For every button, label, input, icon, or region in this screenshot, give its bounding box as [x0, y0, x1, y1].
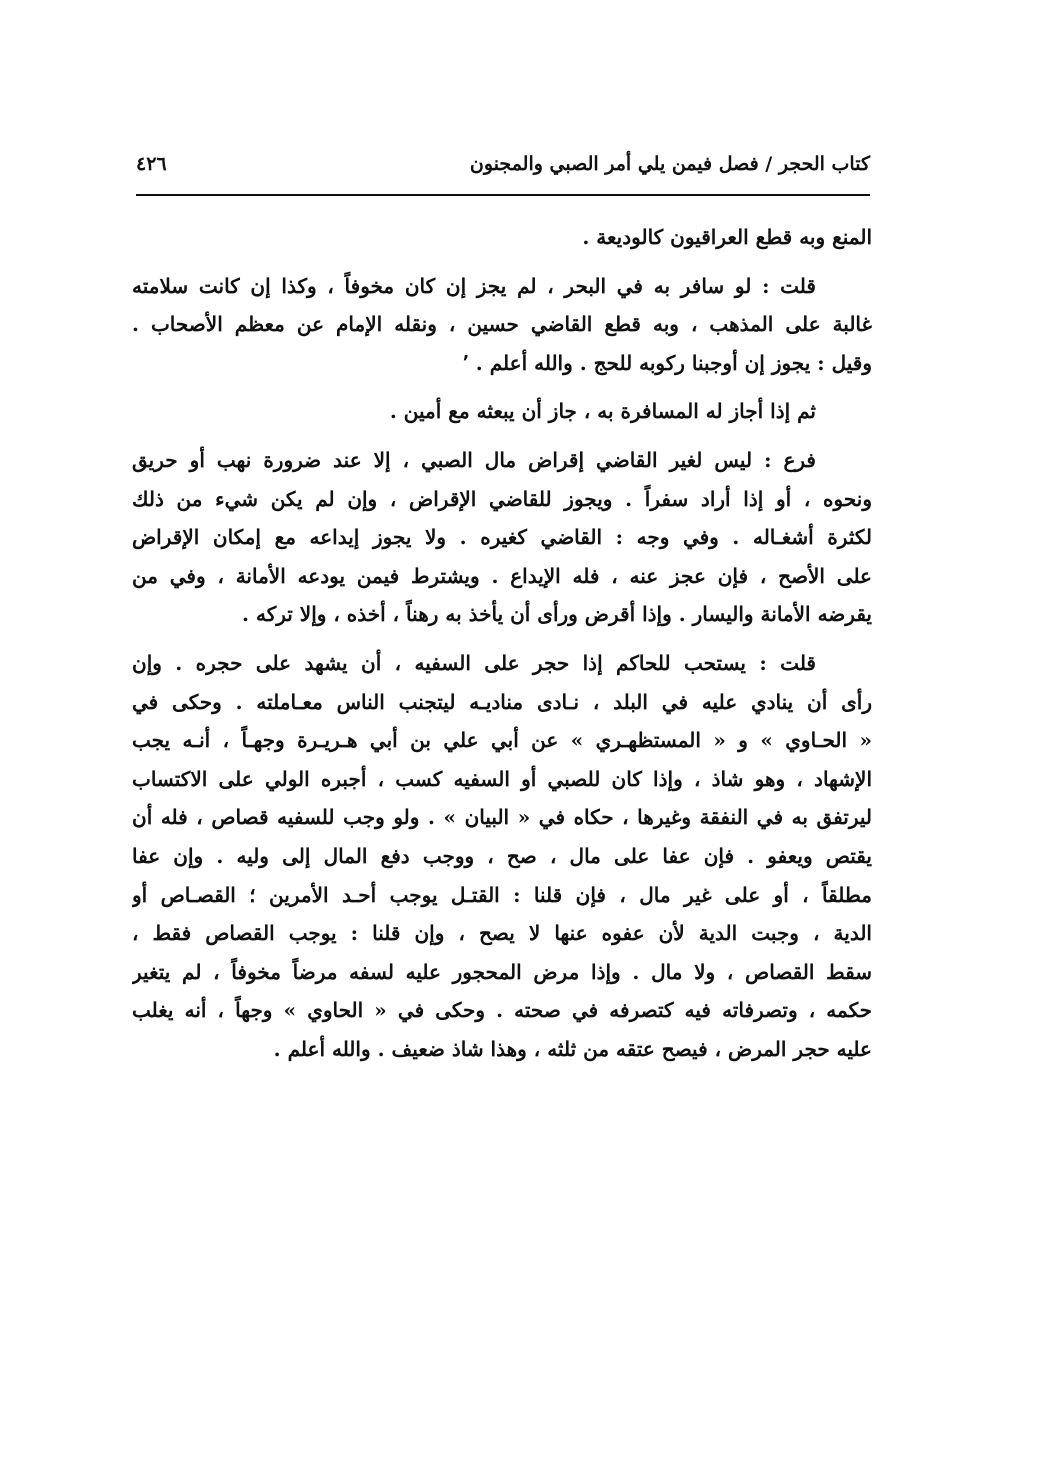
- paragraph-lead: فرع :: [764, 447, 816, 472]
- header-title: كتاب الحجر / فصل فيمن يلي أمر الصبي والمجنون: [469, 153, 870, 175]
- paragraph: [132, 267, 872, 383]
- text-span: ليس لغير القاضي إقراض مال الصبي ، إلا عند ضرورة نهب أو حريق: [132, 447, 753, 472]
- text-line: يقتص ويعفو . فإن عفا على مال ، صح ، ووجب دفع المال إلى وليه . وإن عفا: [132, 843, 872, 868]
- text-line: غالبة على المذهب ، وبه قطع القاضي حسين ، ونقله الإمام عن معظم الأصحاب .: [132, 312, 872, 337]
- text-line: [132, 441, 872, 480]
- header-rule: [136, 194, 870, 196]
- text-line: على الأصح ، فإن عجز عنه ، فله الإيداع . ويشترط فيمن يودعه الأمانة ، وفي من: [132, 563, 872, 588]
- paragraph: [132, 218, 872, 257]
- text-span: لو سافر به في البحر ، لم يجز إن كان مخوفاً ، وكذا إن كانت سلامته: [132, 273, 752, 298]
- paragraph-lead: قلت :: [759, 650, 816, 675]
- text-line: « الحـاوي » و « المستظهـري » عن أبي علي بن أبي هـريـرة وجهـاً ، أنـه يجب: [132, 728, 872, 753]
- text-line: المنع وبه قطع العراقيون كالوديعة .: [582, 225, 872, 249]
- text-line: مطلقاً ، أو على غير مال ، فإن قلنا : القتـل يوجب أحـد الأمرين ؛ القصـاص أو: [132, 882, 872, 907]
- text-line: لكثرة أشغـاله . وفي وجه : القاضي كغيره . ولا يجوز إيداعه مع إمكان الإقراض: [132, 525, 872, 550]
- text-line: عليه حجر المرض ، فيصح عتقه من ثلثه ، وهذا شاذ ضعيف . والله أعلم .: [273, 1036, 872, 1061]
- page-body: [132, 218, 872, 1068]
- text-line: يقرضه الأمانة واليسار . وإذا أقرض ورأى أن يأخذ به رهناً ، أخذه ، وإلا تركه .: [242, 602, 872, 627]
- text-line: وقيل : يجوز إن أوجبنا ركوبه للحج . والله أعلم . ٬: [462, 350, 872, 375]
- paragraph-lead: قلت :: [762, 273, 816, 298]
- paragraph: [132, 392, 872, 431]
- text-line: الإشهاد ، وهو شاذ ، وإذا كان للصبي أو السفيه كسب ، أجبره الولي على الاكتساب: [132, 766, 872, 791]
- text-line: رأى أن ينادي عليه في البلد ، نـادى مناديـه ليتجنب الناس معـاملته . وحكى في: [132, 689, 872, 714]
- paragraph: [132, 441, 872, 634]
- text-line: ليرتفق به في النفقة وغيرها ، حكاه في « البيان » . ولو وجب للسفيه قصاص ، فله أن: [132, 805, 872, 830]
- text-span: يستحب للحاكم إذا حجر على السفيه ، أن يشهد على حجره . وإن: [132, 650, 746, 675]
- running-header: [136, 144, 870, 184]
- paragraph: [132, 644, 872, 1069]
- text-line: ثم إذا أجاز له المسافرة به ، جاز أن يبعثه مع أمين .: [389, 399, 816, 424]
- text-line: ونحوه ، أو إذا أراد سفراً . ويجوز للقاضي الإقراض ، وإن لم يكن شيء من ذلك: [132, 486, 872, 511]
- text-line: الدية ، وجبت الدية لأن عفوه عنها لا يصح ، وإن قلنا : يوجب القصاص فقط ،: [132, 921, 872, 946]
- page-number: ٤٢٦: [136, 153, 167, 175]
- text-line: حكمه ، وتصرفاته فيه كتصرفه في صحته . وحكى في « الحاوي » وجهاً ، أنه يغلب: [132, 998, 872, 1023]
- text-line: سقط القصاص ، ولا مال . وإذا مرض المحجور عليه لسفه مرضاً مخوفاً ، لم يتغير: [132, 959, 872, 984]
- text-line: [132, 267, 872, 306]
- text-line: [132, 644, 872, 683]
